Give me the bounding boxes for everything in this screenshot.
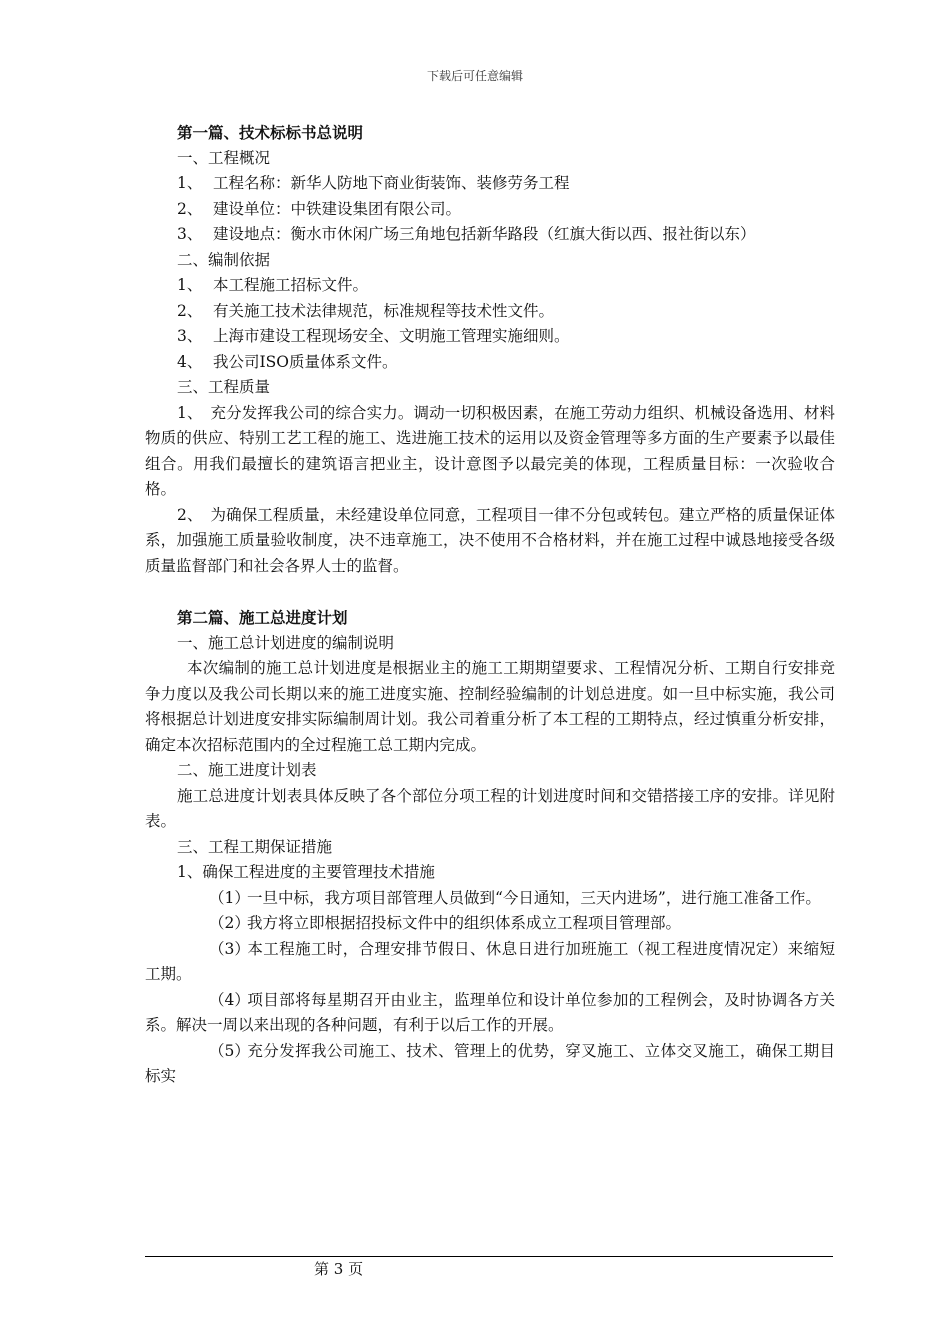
item-text: 我公司ISO质量体系文件。 bbox=[213, 352, 398, 371]
list-item bbox=[145, 197, 835, 223]
item-text: 项目部将每星期召开由业主，监理单位和设计单位参加的工程例会，及时协调各方关系。解决一周以来出现的各种问题，有利于以后工作的开展。 bbox=[145, 990, 835, 1034]
item-number: （3） bbox=[209, 939, 250, 958]
item-text: 本工程施工时，合理安排节假日、休息日进行加班施工（视工程进度情况定）来缩短工期。 bbox=[145, 939, 835, 983]
item-text: 我方将立即根据招投标文件中的组织体系成立工程项目管理部。 bbox=[247, 914, 682, 932]
paragraph: 本次编制的施工总计划进度是根据业主的施工工期期望要求、工程情况分析、工期自行安排竞争力度以及我公司长期以来的施工进度实施、控制经验编制的计划总进度。如一旦中标实施，我公司将根据总计划进度安排实际编制周计划。我公司着重分析了本工程的工期特点，经过慎重分析安排，确定本次招标范围内的全过程施工总工期内完成。 bbox=[145, 659, 835, 754]
item-text: 本工程施工招标文件。 bbox=[213, 276, 369, 294]
section-heading: 二、编制依据 bbox=[177, 250, 271, 269]
paragraph: 1、 充分发挥我公司的综合实力。调动一切积极因素，在施工劳动力组织、机械设备选用、材料物质的供应、特别工艺工程的施工、选进施工技术的运用以及资金管理等多方面的生产要素予以最佳组合。用我们最擅长的建筑语言把业主，设计意图予以最完美的体现，工程质量目标：一次验收合格。 bbox=[145, 403, 835, 498]
part2-title: 第二篇、施工总进度计划 bbox=[177, 608, 348, 627]
paragraph: 2、 为确保工程质量，未经建设单位同意，工程项目一律不分包或转包。建立严格的质量保证体系，加强施工质量验收制度，决不违章施工，决不使用不合格材料，并在施工过程中诚恳地接受各级质量监督部门和社会各界人士的监督。 bbox=[145, 505, 835, 575]
item-text: 建设地点：衡水市休闲广场三角地包括新华路段（红旗大街以西、报社街以东） bbox=[213, 225, 756, 243]
item-text: 充分发挥我公司施工、技术、管理上的优势，穿叉施工、立体交叉施工，确保工期目标实 bbox=[145, 1041, 835, 1085]
item-number: （1） bbox=[209, 888, 250, 907]
list-item bbox=[145, 886, 835, 912]
list-item bbox=[145, 911, 835, 937]
item-number: （2） bbox=[209, 914, 250, 932]
document-body bbox=[145, 120, 835, 1090]
list-item bbox=[145, 1039, 835, 1090]
footer-rule bbox=[145, 1256, 833, 1257]
item-number: 1、 bbox=[177, 276, 203, 294]
item-number: 2、 bbox=[177, 199, 203, 218]
list-item bbox=[145, 222, 835, 248]
item-number: （4） bbox=[209, 990, 250, 1009]
list-item bbox=[145, 937, 835, 988]
list-item bbox=[145, 299, 835, 325]
list-item bbox=[145, 273, 835, 299]
section-heading: 二、施工进度计划表 bbox=[177, 761, 317, 779]
section-heading: 三、工程质量 bbox=[177, 378, 271, 396]
part1-title: 第一篇、技术标标书总说明 bbox=[177, 123, 364, 142]
list-item bbox=[145, 171, 835, 197]
list-item bbox=[145, 350, 835, 376]
page-header: 下载后可任意编辑 bbox=[426, 69, 523, 83]
item-text: 建设单位：中铁建设集团有限公司。 bbox=[213, 199, 462, 218]
page-number: 第 3 页 bbox=[314, 1260, 364, 1278]
section-heading: 三、工程工期保证措施 bbox=[177, 837, 333, 856]
item-text: 工程名称：新华人防地下商业街装饰、装修劳务工程 bbox=[213, 174, 570, 192]
section-heading: 一、工程概况 bbox=[177, 148, 271, 167]
item-number: 4、 bbox=[177, 352, 203, 371]
item-number: 2、 bbox=[177, 301, 203, 320]
paragraph: 施工总进度计划表具体反映了各个部位分项工程的计划进度时间和交错搭接工序的安排。详见附表。 bbox=[145, 786, 835, 830]
list-item bbox=[145, 988, 835, 1039]
item-text: 一旦中标，我方项目部管理人员做到“今日通知，三天内进场”，进行施工准备工作。 bbox=[247, 888, 821, 907]
item-number: 3、 bbox=[177, 225, 203, 243]
sub-heading: 1、确保工程进度的主要管理技术措施 bbox=[177, 863, 435, 881]
section-heading: 一、施工总计划进度的编制说明 bbox=[177, 633, 395, 652]
list-item bbox=[145, 324, 835, 350]
item-number: （5） bbox=[209, 1041, 250, 1060]
item-text: 上海市建设工程现场安全、文明施工管理实施细则。 bbox=[213, 327, 570, 345]
item-text: 有关施工技术法律规范，标准规程等技术性文件。 bbox=[213, 301, 555, 320]
item-number: 1、 bbox=[177, 174, 203, 192]
item-number: 3、 bbox=[177, 327, 203, 345]
